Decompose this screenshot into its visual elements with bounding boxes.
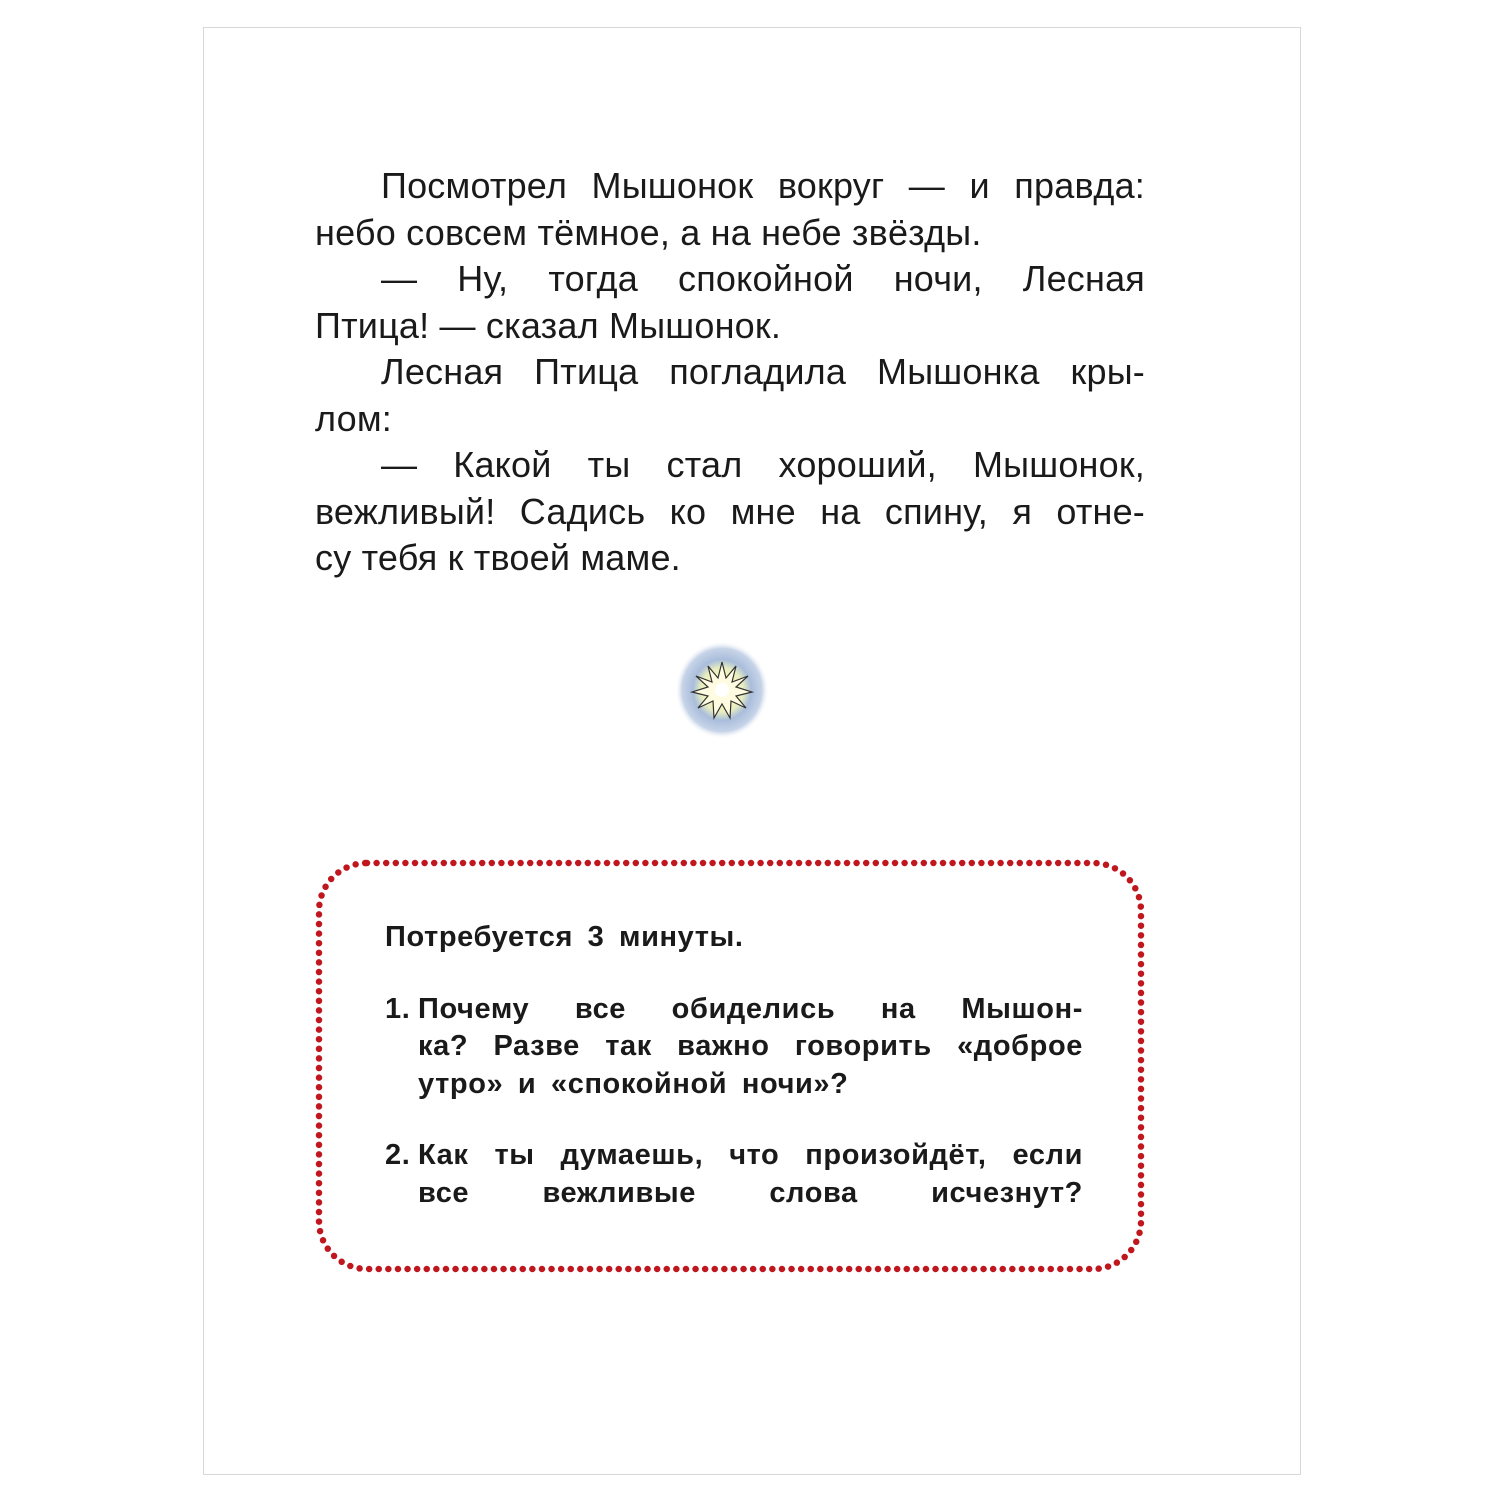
- story-line: лом:: [315, 397, 392, 439]
- story-paragraph: [315, 442, 1145, 582]
- story-line: су тебя к твоей маме.: [315, 537, 681, 578]
- story-paragraph: [315, 163, 1145, 256]
- question-line: Почему все обиделись на Мышон-: [418, 992, 1083, 1025]
- story-line: Лесная Птица погладила Мышонка кры-: [381, 351, 1145, 392]
- time-note: Потребуется 3 минуты.: [385, 921, 744, 953]
- story-line: — Ну, тогда спокойной ночи, Лесная: [381, 258, 1145, 299]
- story-line: небо совсем тёмное, а на небе звёзды.: [315, 211, 982, 253]
- star-icon: [674, 640, 770, 740]
- question-line: все вежливые слова исчезнут?: [418, 1176, 1083, 1209]
- question-number: 2.: [385, 1139, 411, 1171]
- story-paragraph: [315, 349, 1145, 442]
- question-line: Как ты думаешь, что произойдёт, если: [418, 1139, 1083, 1171]
- story-text: [315, 163, 1145, 582]
- star-core: [715, 683, 729, 697]
- question-line: ка? Разве так важно говорить «доброе: [418, 1030, 1083, 1062]
- question-number: 1.: [385, 992, 411, 1025]
- question-item: [385, 991, 1083, 1104]
- story-paragraph: [315, 256, 1145, 349]
- question-item: [385, 1137, 1083, 1212]
- quiz-section: [385, 919, 1083, 1212]
- story-line: — Какой ты стал хороший, Мышонок,: [381, 444, 1145, 485]
- story-line: Посмотрел Мышонок вокруг — и правда:: [381, 165, 1145, 206]
- story-line: Птица! — сказал Мышонок.: [315, 304, 782, 346]
- story-line: вежливый! Садись ко мне на спину, я отне-: [315, 490, 1145, 532]
- question-line: утро» и «спокойной ночи»?: [418, 1067, 849, 1100]
